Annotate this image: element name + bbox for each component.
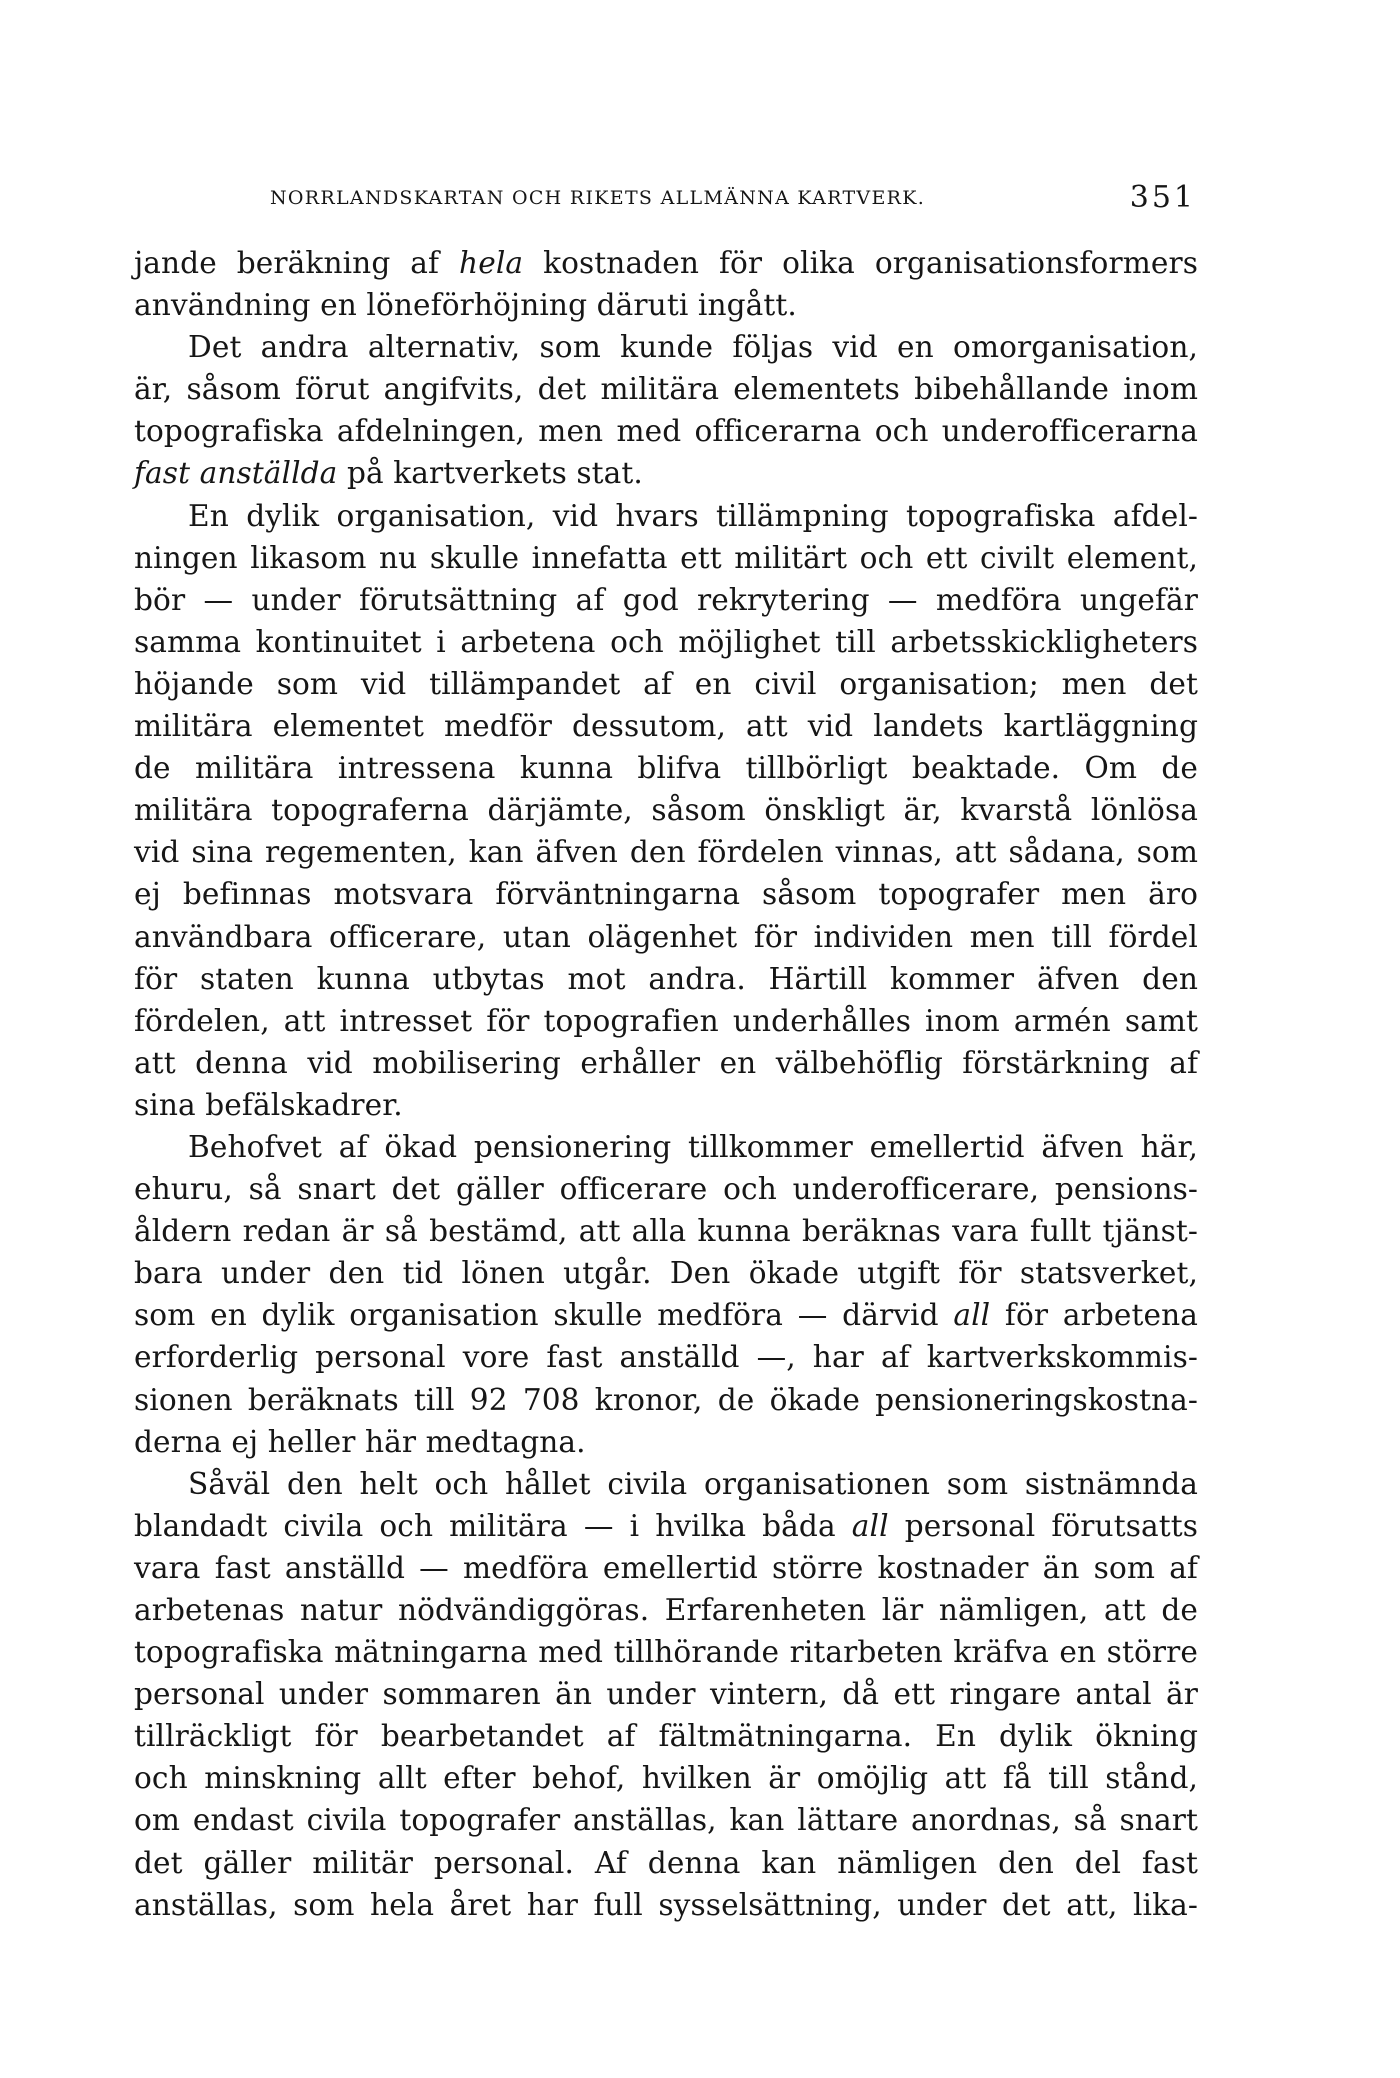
text-line: personal under sommaren än under vintern, då ett ringare antal är xyxy=(134,1677,1198,1712)
text-line: sina befälskadrer. xyxy=(134,1087,403,1122)
text-line: höjande som vid tillämpandet af en civil organisation; men det xyxy=(134,666,1198,701)
text-line: de militära intressena kunna blifva tillbörligt beaktade. Om de xyxy=(134,751,1198,786)
page-header xyxy=(270,178,1196,218)
text-line: vid sina regementen, kan äfven den fördelen vinnas, att sådana, som xyxy=(134,835,1198,870)
text-line: användbara officerare, utan olägenhet för individen men till fördel xyxy=(134,919,1198,954)
text-line: vara fast anställd — medföra emellertid större kostnader än som af xyxy=(134,1550,1198,1585)
text-line: ehuru, så snart det gäller officerare och underofficerare, pensions- xyxy=(134,1172,1198,1207)
text-line: tillräckligt för bearbetandet af fältmätningarna. En dylik ökning xyxy=(134,1719,1198,1754)
text-line: ej befinnas motsvara förväntningarna såsom topografer men äro xyxy=(134,877,1198,912)
text-line: bör — under förutsättning af god rekrytering — medföra ungefär xyxy=(134,582,1198,617)
text-line: och minskning allt efter behof, hvilken är omöjlig att få till stånd, xyxy=(134,1761,1198,1796)
paragraph-start: En dylik organisation, vid hvars tillämpning topografiska afdel- xyxy=(188,498,1198,533)
page-number: 351 xyxy=(1129,180,1196,215)
text-line: det gäller militär personal. Af denna kan nämligen den del fast xyxy=(134,1845,1198,1880)
body-text xyxy=(134,242,1198,1926)
paragraph-start: Behofvet af ökad pensionering tillkommer emellertid äfven här, xyxy=(188,1129,1198,1164)
text-line: blandadt civila och militära — i hvilka båda all personal förutsatts xyxy=(134,1508,1198,1543)
text-line: militära topograferna därjämte, såsom önskligt är, kvarstå lönlösa xyxy=(134,793,1198,828)
text-line: anställas, som hela året har full sysselsättning, under det att, lika- xyxy=(134,1887,1198,1922)
text-line: åldern redan är så bestämd, att alla kunna beräknas vara fullt tjänst- xyxy=(134,1214,1198,1249)
text-line: bara under den tid lönen utgår. Den ökade utgift för statsverket, xyxy=(134,1256,1198,1291)
paragraph-start: Det andra alternativ, som kunde följas vid en omorganisation, xyxy=(188,330,1198,365)
paragraph-start: Såväl den helt och hållet civila organisationen som sistnämnda xyxy=(188,1466,1198,1501)
text-line: derna ej heller här medtagna. xyxy=(134,1424,586,1459)
text-line: att denna vid mobilisering erhåller en välbehöflig förstärkning af xyxy=(134,1045,1198,1080)
text-line: arbetenas natur nödvändiggöras. Erfarenheten lär nämligen, att de xyxy=(134,1593,1198,1627)
text-line: ningen likasom nu skulle innefatta ett militärt och ett civilt element, xyxy=(134,540,1198,575)
text-line: topografiska mätningarna med tillhörande ritarbeten kräfva en större xyxy=(134,1635,1198,1670)
text-line: topografiska afdelningen, men med officerarna och underofficerarna xyxy=(134,414,1198,449)
text-line: användning en löneförhöjning däruti ingått. xyxy=(134,288,797,323)
text-line: om endast civila topografer anställas, kan lättare anordnas, så snart xyxy=(134,1803,1198,1838)
text-line: för staten kunna utbytas mot andra. Härtill kommer äfven den xyxy=(134,961,1198,996)
text-line: samma kontinuitet i arbetena och möjlighet till arbetsskickligheters xyxy=(134,624,1198,659)
text-line: är, såsom förut angifvits, det militära elementets bibehållande inom xyxy=(134,372,1198,407)
text-line: som en dylik organisation skulle medföra — därvid all för arbetena xyxy=(134,1298,1199,1333)
running-title: NORRLANDSKARTAN OCH RIKETS ALLMÄNNA KARTVERK. xyxy=(270,187,926,209)
text-line: jande beräkning af hela kostnaden för olika organisationsformers xyxy=(134,246,1199,280)
text-line: sionen beräknats till 92 708 kronor, de ökade pensioneringskostna- xyxy=(134,1382,1198,1417)
text-line: erforderlig personal vore fast anställd —, har af kartverkskommis- xyxy=(134,1340,1198,1375)
text-line: militära elementet medför dessutom, att vid landets kartläggning xyxy=(134,709,1198,744)
text-line: fast anställda på kartverkets stat. xyxy=(134,456,643,491)
text-line: fördelen, att intresset för topografien underhålles inom armén samt xyxy=(134,1003,1198,1038)
